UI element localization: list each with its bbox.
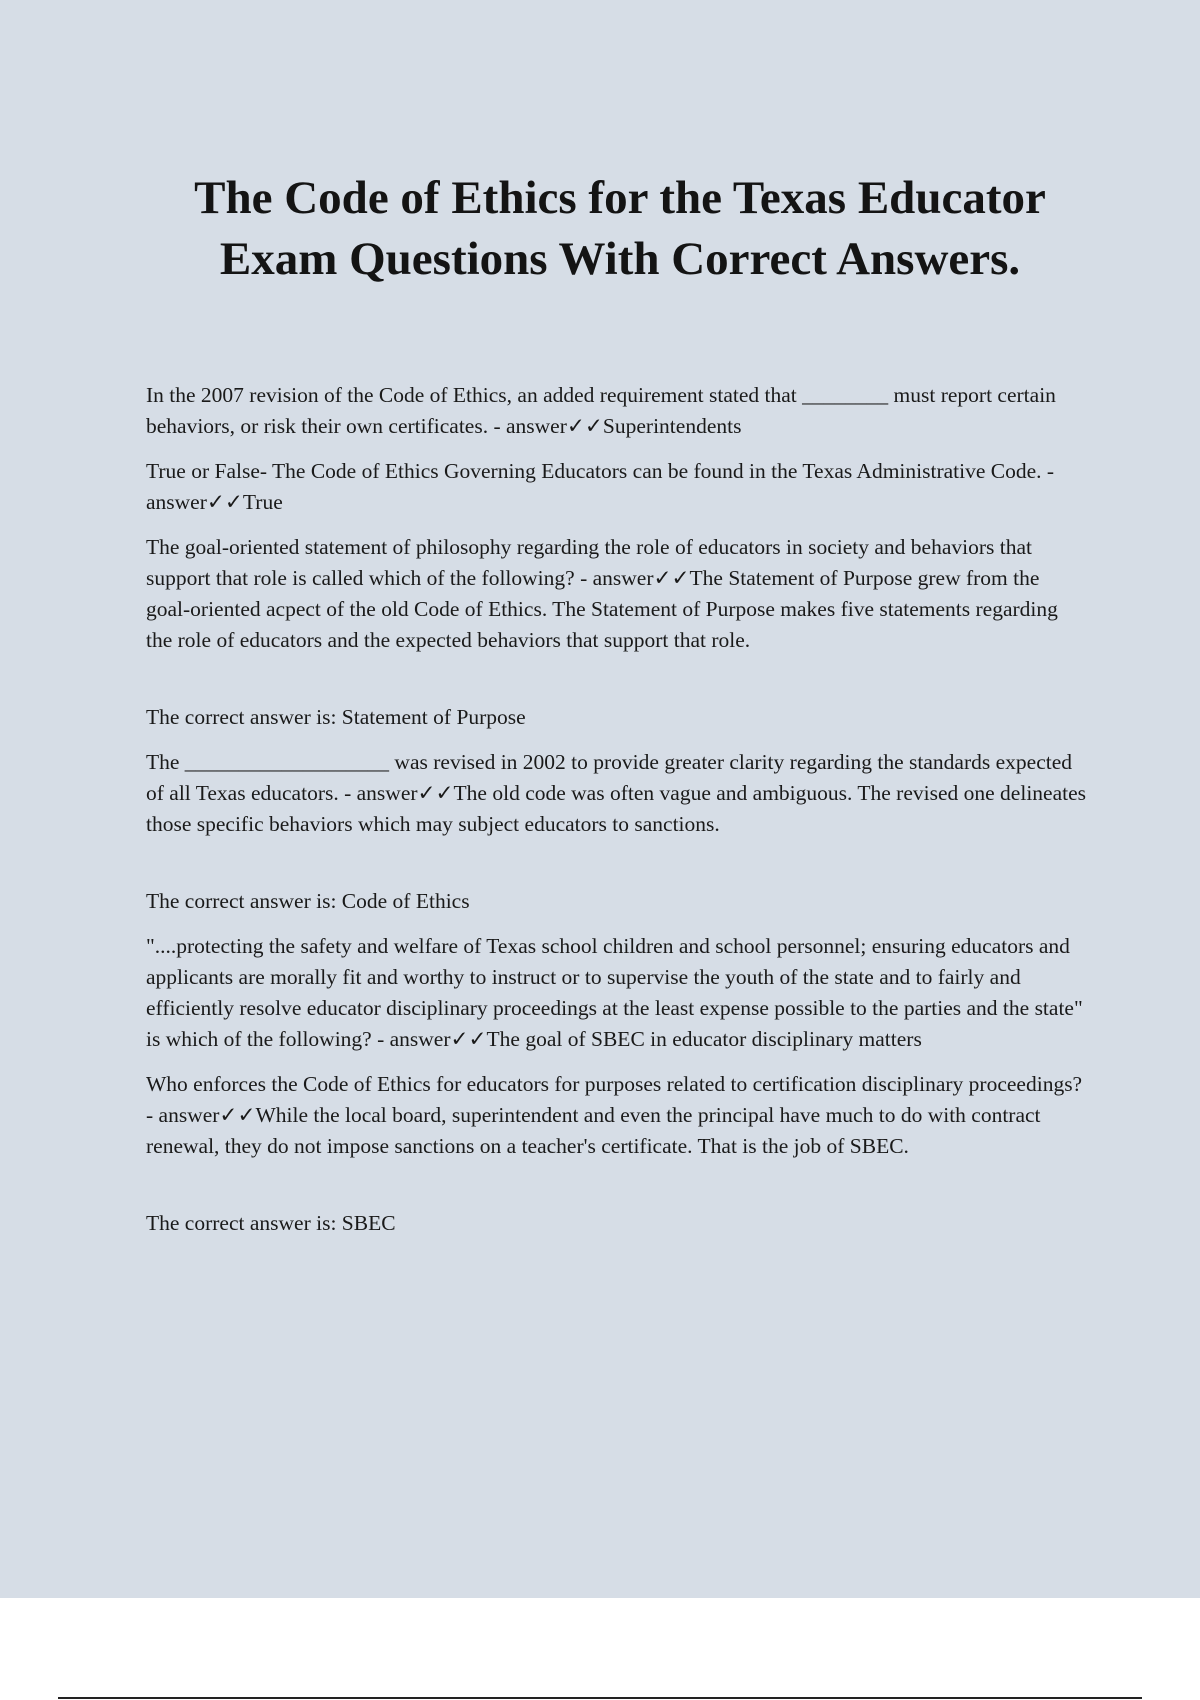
correct-answer-line: The correct answer is: Code of Ethics — [146, 889, 470, 913]
question-paragraph: The goal-oriented statement of philosophy regarding the role of educators in society and behaviors that support that role is called which of the following? - answer✓✓The Statement of Purpose grew from the goal-oriented acpect of the old Code of Ethics. The Statement of Purpose makes five statements regarding the role of educators and the expected behaviors that support that role. — [146, 535, 1058, 652]
correct-answer-line: The correct answer is: SBEC — [146, 1211, 396, 1235]
title-line-2: Exam Questions With Correct Answers. — [219, 233, 1021, 285]
question-paragraph: In the 2007 revision of the Code of Ethics, an added requirement stated that ________ must report certain behaviors, or risk their own certificates. - answer✓✓Superintendents — [146, 383, 1056, 438]
question-paragraph: True or False- The Code of Ethics Governing Educators can be found in the Texas Administrative Code. - answer✓✓True — [146, 459, 1055, 514]
question-paragraph: The ___________________ was revised in 2002 to provide greater clarity regarding the standards expected of all Texas educators. - answer✓✓The old code was often vague and ambiguous. The revised one delineates those specific behaviors which may subject educators to sanctions. — [146, 750, 1087, 836]
document-title — [100, 168, 1140, 290]
question-paragraph: "....protecting the safety and welfare of Texas school children and school personnel; ensuring educators and applicants are morally fit and worthy to instruct or to supervise the youth of the state and to fairly and efficiently resolve educator disciplinary proceedings at the least expense possible to the parties and the state" is which of the following? - answer✓✓The goal of SBEC in educator disciplinary matters — [146, 934, 1083, 1051]
question-paragraph: Who enforces the Code of Ethics for educators for purposes related to certification disciplinary proceedings? - answer✓✓While the local board, superintendent and even the principal have much to do with contract renewal, they do not impose sanctions on a teacher's certificate. That is the job of SBEC. — [146, 1072, 1083, 1158]
document-body — [146, 380, 1086, 1253]
correct-answer-line: The correct answer is: Statement of Purpose — [146, 705, 526, 729]
footer-divider — [58, 1697, 1142, 1699]
title-line-1: The Code of Ethics for the Texas Educator — [194, 172, 1046, 224]
